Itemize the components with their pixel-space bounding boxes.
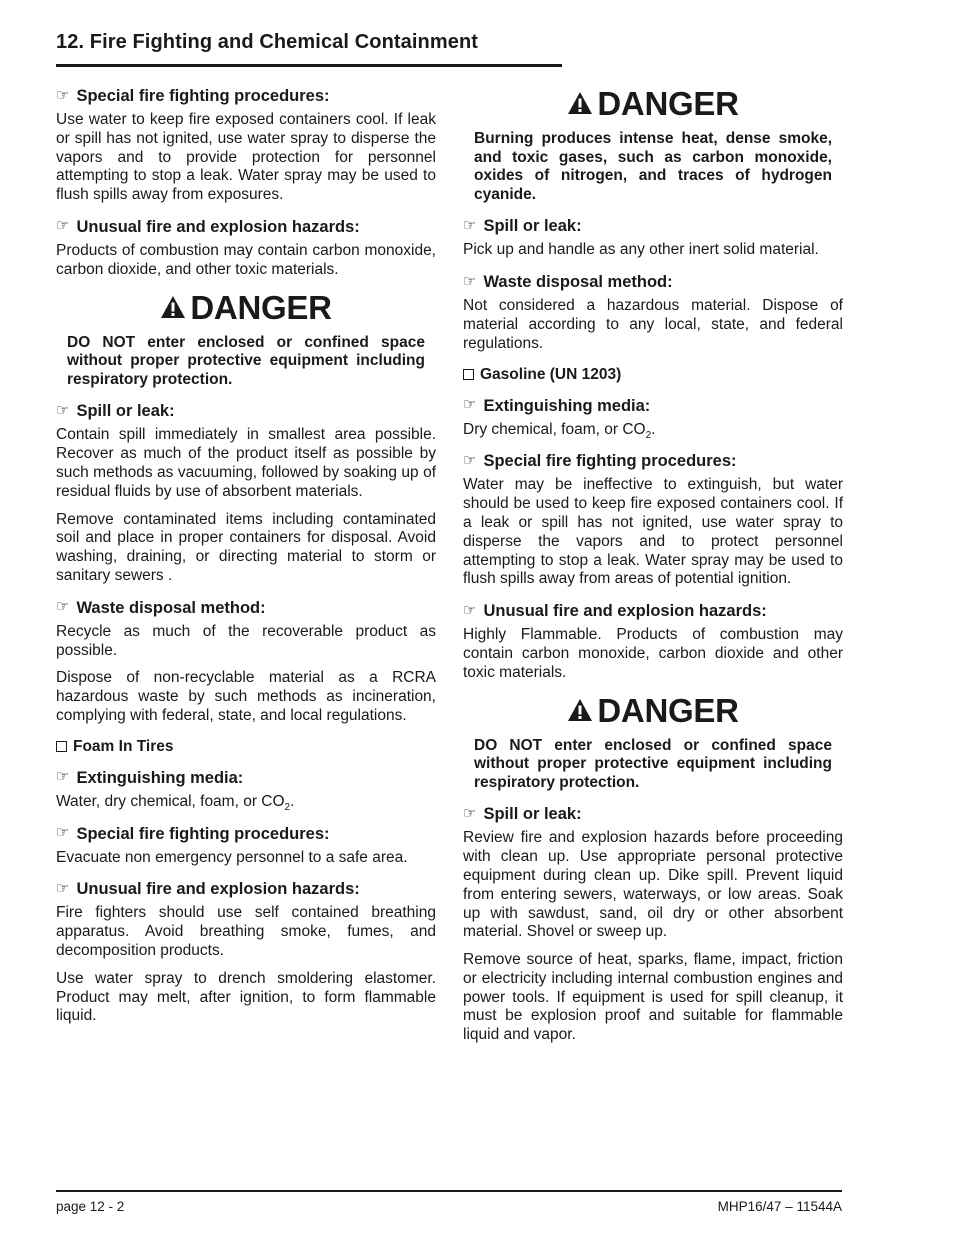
paragraph: Dry chemical, foam, or $CO_2$. (463, 420, 656, 441)
pointing-hand-icon: ☞ (463, 216, 477, 234)
pointing-hand-icon: ☞ (463, 272, 477, 290)
subsection-heading: Foam In Tires (56, 738, 436, 756)
checkbox-icon (56, 741, 67, 752)
section-heading: ☞ Spill or leak: (56, 401, 175, 421)
paragraph: Products of combustion may contain carbon monoxide, carbon dioxide, and other toxic materials. (56, 241, 436, 278)
paragraph: Use water spray to drench smoldering elastomer. Product may melt, after ignition, to form flammable liquid. (56, 969, 436, 1025)
subsection-heading: Gasoline (UN 1203) (463, 366, 843, 384)
paragraph: Recycle as much of the recoverable product as possible. (56, 622, 436, 659)
pointing-hand-icon: ☞ (56, 824, 70, 842)
paragraph: Contain spill immediately in smallest area possible. Recover as much of the product itself as possible by such methods as vacuuming, followed by soaking up of residual fluids by use of absorbent materials. (56, 426, 436, 500)
section-heading: ☞ Extinguishing media: (56, 768, 244, 787)
paragraph: Use water to keep fire exposed containers cool. If leak or spill has not ignited, use water spray to disperse the vapors and to provide protection for personnel attempting to stop a leak. Water spray may be used to flush spills away from exposures. (56, 111, 436, 204)
right-column (463, 84, 843, 1045)
danger-message: DO NOT enter enclosed or confined space without proper protective equipment including respiratory protection. (474, 736, 832, 791)
warning-triangle-icon (567, 84, 593, 124)
paragraph: Dispose of non-recyclable material as a RCRA hazardous waste by such methods as incineration, complying with federal, state, and local regulations. (56, 669, 436, 724)
section-heading: ☞ Spill or leak: (463, 216, 582, 236)
paragraph: Remove contaminated items including contaminated soil and place in proper containers for disposal. Avoid washing, draining, or directing material to storm or sanitary sewers . (56, 510, 436, 584)
page-number: page 12 - 2 (56, 1199, 125, 1214)
footer-rule (56, 1190, 842, 1192)
section-heading: ☞ Waste disposal method: (56, 598, 266, 617)
paragraph: Highly Flammable. Products of combustion may contain carbon monoxide, carbon dioxide and other toxic materials. (463, 626, 843, 681)
section-heading: ☞ Special fire fighting procedures: (56, 86, 330, 105)
page-title: 12. Fire Fighting and Chemical Containment (56, 31, 479, 53)
paragraph: Evacuate non emergency personnel to a safe area. (56, 848, 408, 866)
section-heading: ☞ Special fire fighting procedures: (56, 824, 330, 843)
pointing-hand-icon: ☞ (56, 86, 70, 104)
paragraph: Pick up and handle as any other inert solid material. (463, 241, 819, 259)
warning-triangle-icon (160, 288, 186, 328)
paragraph: Water, dry chemical, foam, or $CO_2$. (56, 792, 295, 813)
danger-message: Burning produces intense heat, dense smoke, and toxic gases, such as carbon monoxide, oxides of nitrogen, and traces of hydrogen cyanide. (474, 130, 832, 203)
section-heading: ☞ Unusual fire and explosion hazards: (56, 879, 360, 899)
danger-message: DO NOT enter enclosed or confined space without proper protective equipment including respiratory protection. (67, 333, 425, 388)
left-column (56, 86, 436, 1026)
pointing-hand-icon: ☞ (463, 396, 477, 414)
section-heading: ☞ Extinguishing media: (463, 396, 651, 415)
paragraph: Fire fighters should use self contained breathing apparatus. Avoid breathing smoke, fumes, and decomposition products. (56, 904, 436, 959)
paragraph: Not considered a hazardous material. Dispose of material according to any local, state, and federal regulations. (463, 297, 843, 352)
pointing-hand-icon: ☞ (463, 451, 477, 469)
section-heading: ☞ Unusual fire and explosion hazards: (463, 601, 767, 621)
section-heading: ☞ Spill or leak: (463, 804, 582, 824)
pointing-hand-icon: ☞ (56, 879, 70, 897)
document-id: MHP16/47 – 11544A (717, 1199, 842, 1214)
pointing-hand-icon: ☞ (56, 598, 70, 616)
danger-heading: DANGER (56, 288, 436, 328)
warning-triangle-icon (567, 691, 593, 731)
paragraph: Water may be ineffective to extinguish, but water should be used to keep fire exposed containers cool. If a leak or spill has not ignited, use water spray to disperse the vapors and to protect personnel attempting to stop a leak. Water spray may be used to flush spills away from areas of potential ignition. (463, 476, 843, 588)
danger-heading: DANGER (463, 691, 843, 731)
paragraph: Remove source of heat, sparks, flame, impact, friction or electricity including internal combustion engines and power tools. If equipment is used for spill cleanup, it must be explosion proof and suitable for flammable liquid and vapor. (463, 951, 843, 1044)
checkbox-icon (463, 369, 474, 380)
danger-heading: DANGER (463, 84, 843, 124)
section-heading: ☞ Special fire fighting procedures: (463, 451, 737, 471)
pointing-hand-icon: ☞ (463, 601, 477, 619)
paragraph: Review fire and explosion hazards before proceeding with clean up. Use appropriate personal protective equipment during clean up. Dike spill. Prevent liquid from entering sewers, waterways, or low areas. Soak up with sawdust, sand, oil dry or other absorbent material. Shovel or sweep up. (463, 829, 843, 941)
section-heading: ☞ Unusual fire and explosion hazards: (56, 217, 360, 236)
pointing-hand-icon: ☞ (56, 401, 70, 419)
pointing-hand-icon: ☞ (56, 768, 70, 786)
pointing-hand-icon: ☞ (56, 217, 70, 235)
section-heading: ☞ Waste disposal method: (463, 272, 673, 292)
header-rule (56, 64, 562, 67)
pointing-hand-icon: ☞ (463, 804, 477, 822)
